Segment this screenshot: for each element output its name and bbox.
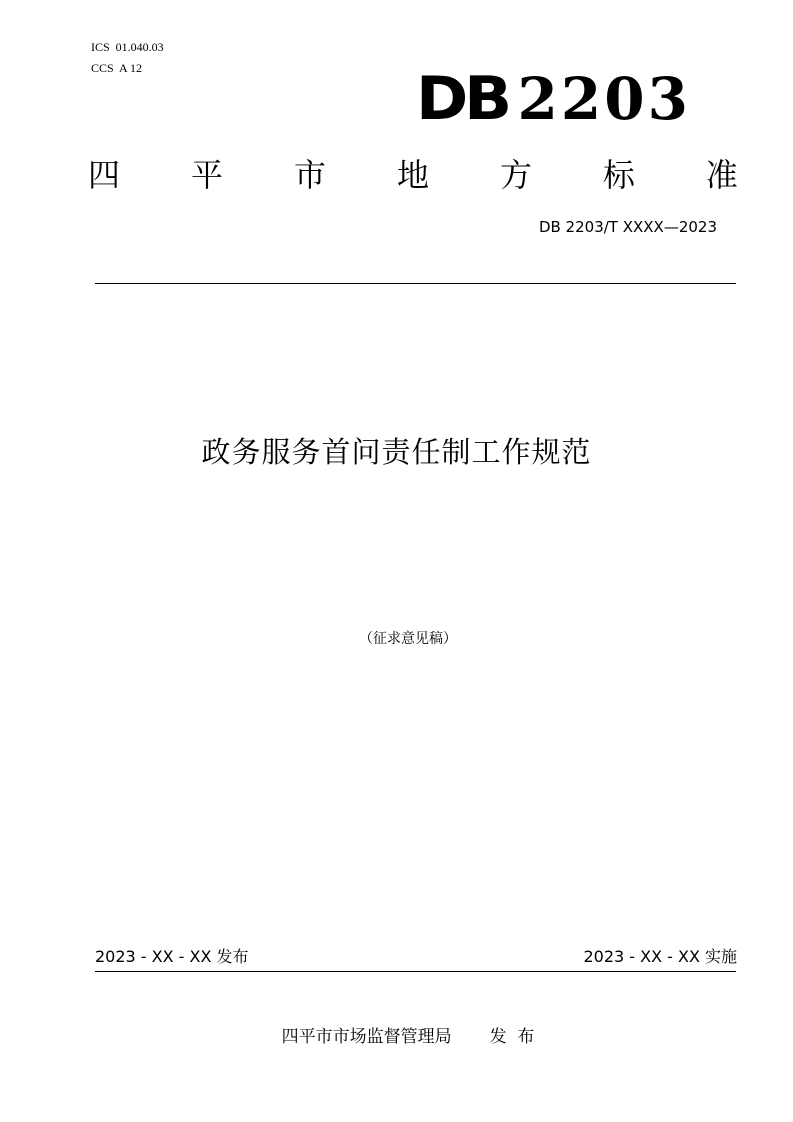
standard-type-char: 地 [396, 156, 429, 194]
standard-type-char: 准 [705, 156, 738, 194]
document-number: DB 2203/T XXXX—2023 [538, 218, 717, 236]
bottom-divider [95, 971, 736, 972]
logo-number: 2203 [517, 65, 691, 133]
issuer-action: 发 布 [489, 1027, 535, 1047]
publish-date: 2023 - XX - XX 发布 [95, 947, 249, 966]
standard-type-char: 市 [293, 156, 326, 194]
standard-type-char: 平 [190, 156, 223, 194]
standard-type-char: 标 [602, 156, 635, 194]
standard-type-title [88, 150, 738, 196]
db-standard-logo [416, 64, 691, 134]
draft-status-note: （征求意见稿） [359, 631, 457, 647]
implement-date: 2023 - XX - XX 实施 [583, 947, 737, 966]
ccs-code: CCS A 12 [91, 61, 143, 75]
ics-code: ICS 01.040.03 [91, 40, 164, 54]
standard-type-char: 方 [499, 156, 532, 194]
document-title: 政务服务首问责任制工作规范 [201, 435, 592, 469]
issuer-line [0, 1025, 793, 1049]
top-divider [95, 283, 736, 284]
logo-letters: DB [416, 64, 508, 134]
standard-type-char: 四 [88, 156, 121, 194]
issuer-name: 四平市市场监督管理局 [281, 1027, 452, 1047]
